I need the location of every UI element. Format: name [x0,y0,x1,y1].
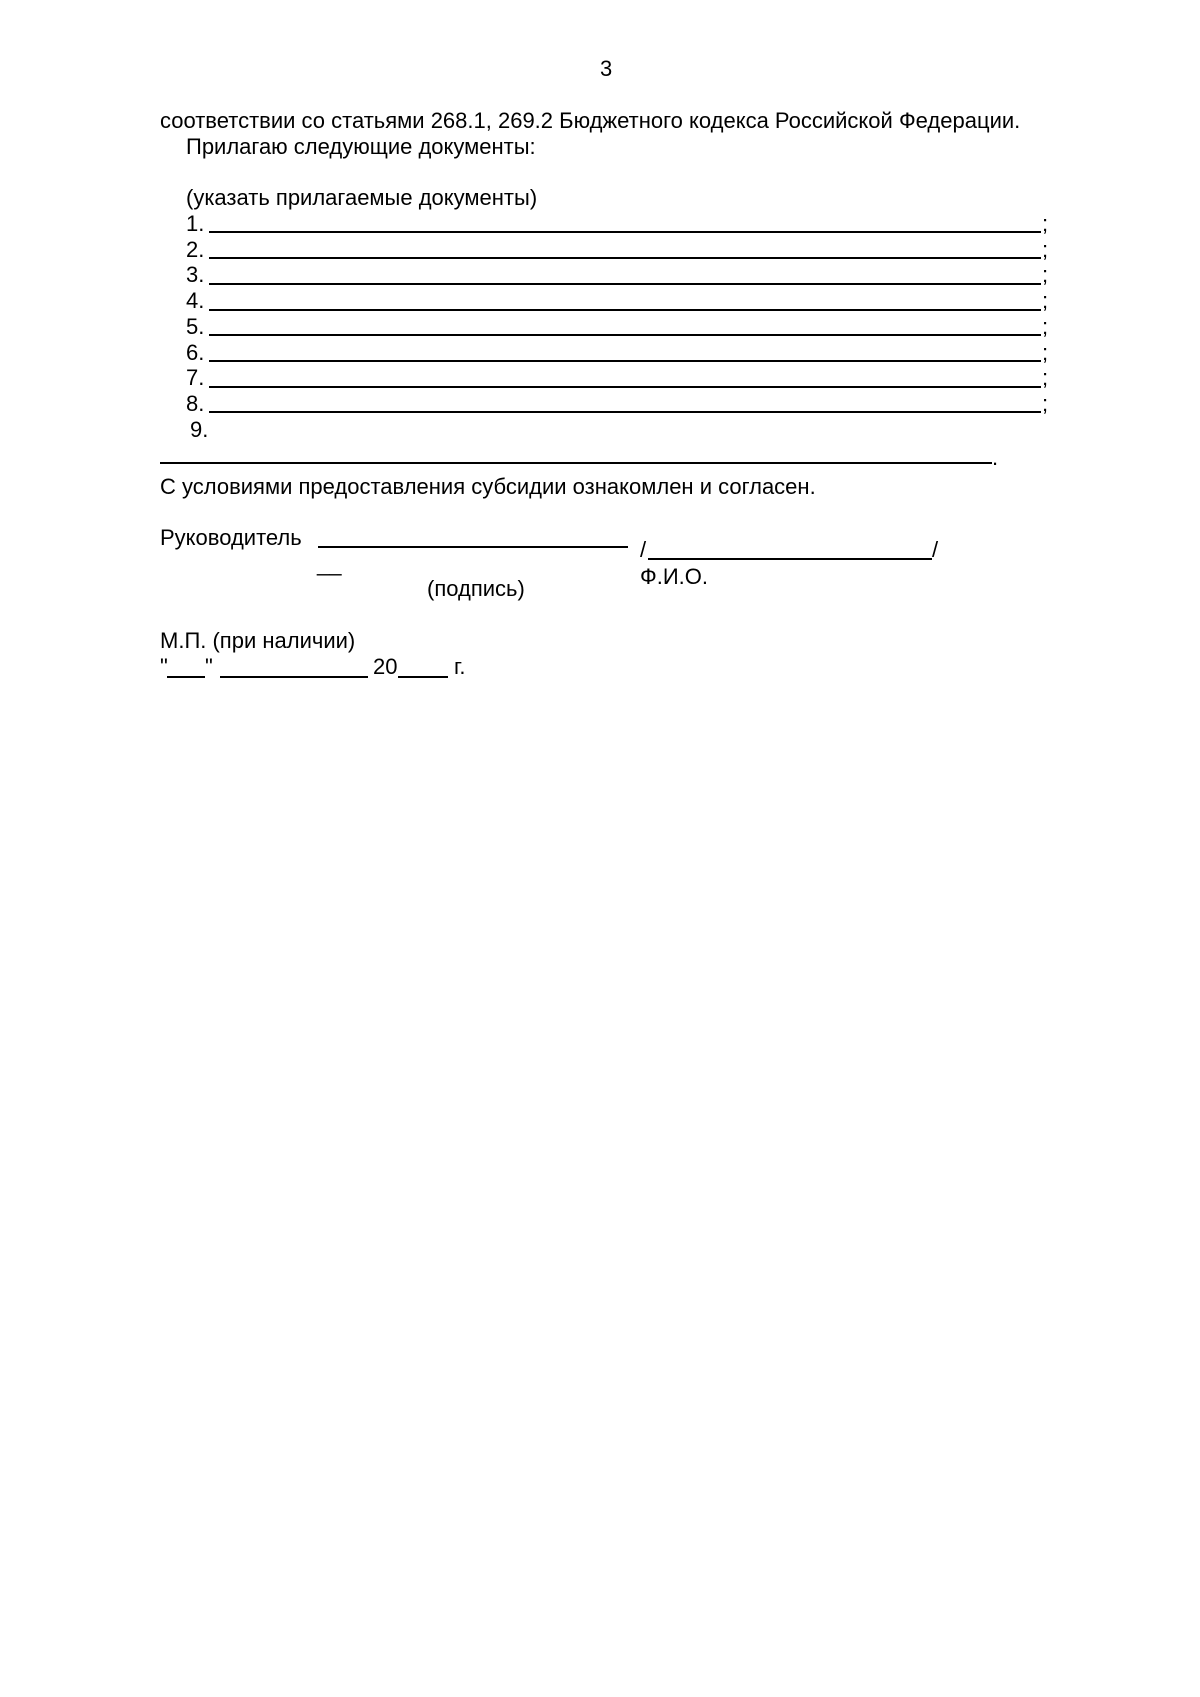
list-item-end: ; [1042,391,1049,416]
list-item-number: 6. [186,340,205,365]
list-item-end: ; [1042,365,1049,390]
document-line[interactable] [160,462,992,464]
continuation-text: соответствии со статьями 268.1, 269.2 Бюджетного кодекса Российской Федерации. [160,108,1021,133]
slash-open: / [640,537,647,562]
list-item-number: 4. [186,288,205,313]
month-blank[interactable] [220,676,368,678]
name-line[interactable] [648,558,932,560]
list-item-end: . [992,445,999,470]
list-item-end: ; [1042,237,1049,262]
document-line[interactable] [209,334,1041,336]
quote-close: " [205,654,213,679]
year-suffix: г. [454,654,466,679]
attach-intro: Прилагаю следующие документы: [186,134,536,159]
attach-hint: (указать прилагаемые документы) [186,185,538,210]
stamp-label: М.П. (при наличии) [160,628,356,653]
role-label: Руководитель [160,525,302,550]
signature-line[interactable] [318,546,628,548]
list-item-number: 5. [186,314,205,339]
name-caption: Ф.И.О. [640,564,708,589]
document-line[interactable] [209,283,1041,285]
agreement-text: С условиями предоставления субсидии ознакомлен и согласен. [160,474,816,499]
dash-mark: __ [317,551,342,576]
list-item-number: 8. [186,391,205,416]
day-blank[interactable] [167,676,205,678]
document-line[interactable] [209,386,1041,388]
document-line[interactable] [209,231,1041,233]
year-prefix: 20 [373,654,398,679]
document-line[interactable] [209,360,1041,362]
list-item-number: 9. [190,417,209,442]
quote-open: " [160,654,168,679]
list-item-number: 1. [186,211,205,236]
year-blank[interactable] [398,676,448,678]
document-line[interactable] [209,411,1041,413]
list-item-end: ; [1042,340,1049,365]
list-item-end: ; [1042,262,1049,287]
list-item-number: 2. [186,237,205,262]
page-number: 3 [600,56,613,81]
list-item-number: 3. [186,262,205,287]
list-item-number: 7. [186,365,205,390]
list-item-end: ; [1042,211,1049,236]
signature-caption: (подпись) [427,576,525,601]
slash-close: / [932,537,939,562]
list-item-end: ; [1042,314,1049,339]
list-item-end: ; [1042,288,1049,313]
document-line[interactable] [209,257,1041,259]
document-line[interactable] [209,309,1041,311]
